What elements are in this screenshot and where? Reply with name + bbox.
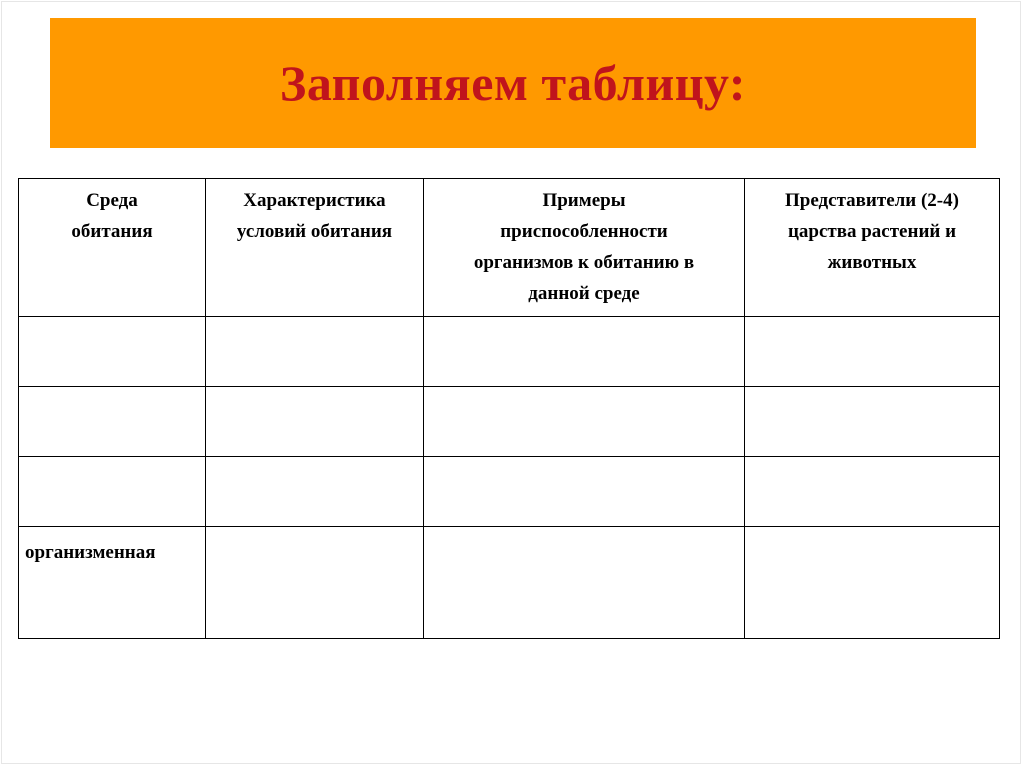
slide-title: Заполняем таблицу:: [279, 55, 747, 111]
table-header-row: [19, 179, 1000, 317]
table-row: [19, 527, 1000, 639]
habitat-table: [18, 178, 1000, 639]
table-row: [19, 317, 1000, 387]
table-row: [19, 387, 1000, 457]
table-cell[interactable]: [745, 527, 1000, 639]
header-adaptations-line4: данной среде: [528, 283, 640, 304]
row-label-organismal: организменная: [19, 527, 206, 639]
table-cell[interactable]: [206, 457, 424, 527]
header-habitat: [19, 179, 206, 317]
header-habitat-line2: обитания: [71, 221, 153, 242]
table-cell[interactable]: [424, 457, 745, 527]
header-habitat-line1: Среда: [86, 190, 138, 211]
table-cell[interactable]: [19, 387, 206, 457]
header-adaptations-line3: организмов к обитанию в: [473, 252, 695, 273]
table-cell[interactable]: [424, 527, 745, 639]
header-characteristics: [206, 179, 424, 317]
table-cell[interactable]: [745, 457, 1000, 527]
table-cell[interactable]: [19, 457, 206, 527]
header-adaptations: [424, 179, 745, 317]
header-representatives-line3: животных: [827, 252, 917, 273]
table-cell[interactable]: [745, 317, 1000, 387]
header-characteristics-line1: Характеристика: [243, 190, 386, 211]
table-cell[interactable]: [206, 527, 424, 639]
header-representatives: [745, 179, 1000, 317]
header-representatives-line1: Представители (2-4): [785, 190, 959, 211]
table-cell[interactable]: [206, 317, 424, 387]
header-characteristics-line2: условий обитания: [236, 221, 393, 242]
table-row: [19, 457, 1000, 527]
header-adaptations-line2: приспособленности: [500, 221, 668, 242]
table-cell[interactable]: [745, 387, 1000, 457]
header-adaptations-line1: Примеры: [542, 190, 626, 211]
table-cell[interactable]: [424, 317, 745, 387]
title-banner: [50, 18, 976, 148]
table-cell[interactable]: [206, 387, 424, 457]
table-cell[interactable]: [424, 387, 745, 457]
header-representatives-line2: царства растений и: [787, 221, 957, 242]
table-cell[interactable]: [19, 317, 206, 387]
